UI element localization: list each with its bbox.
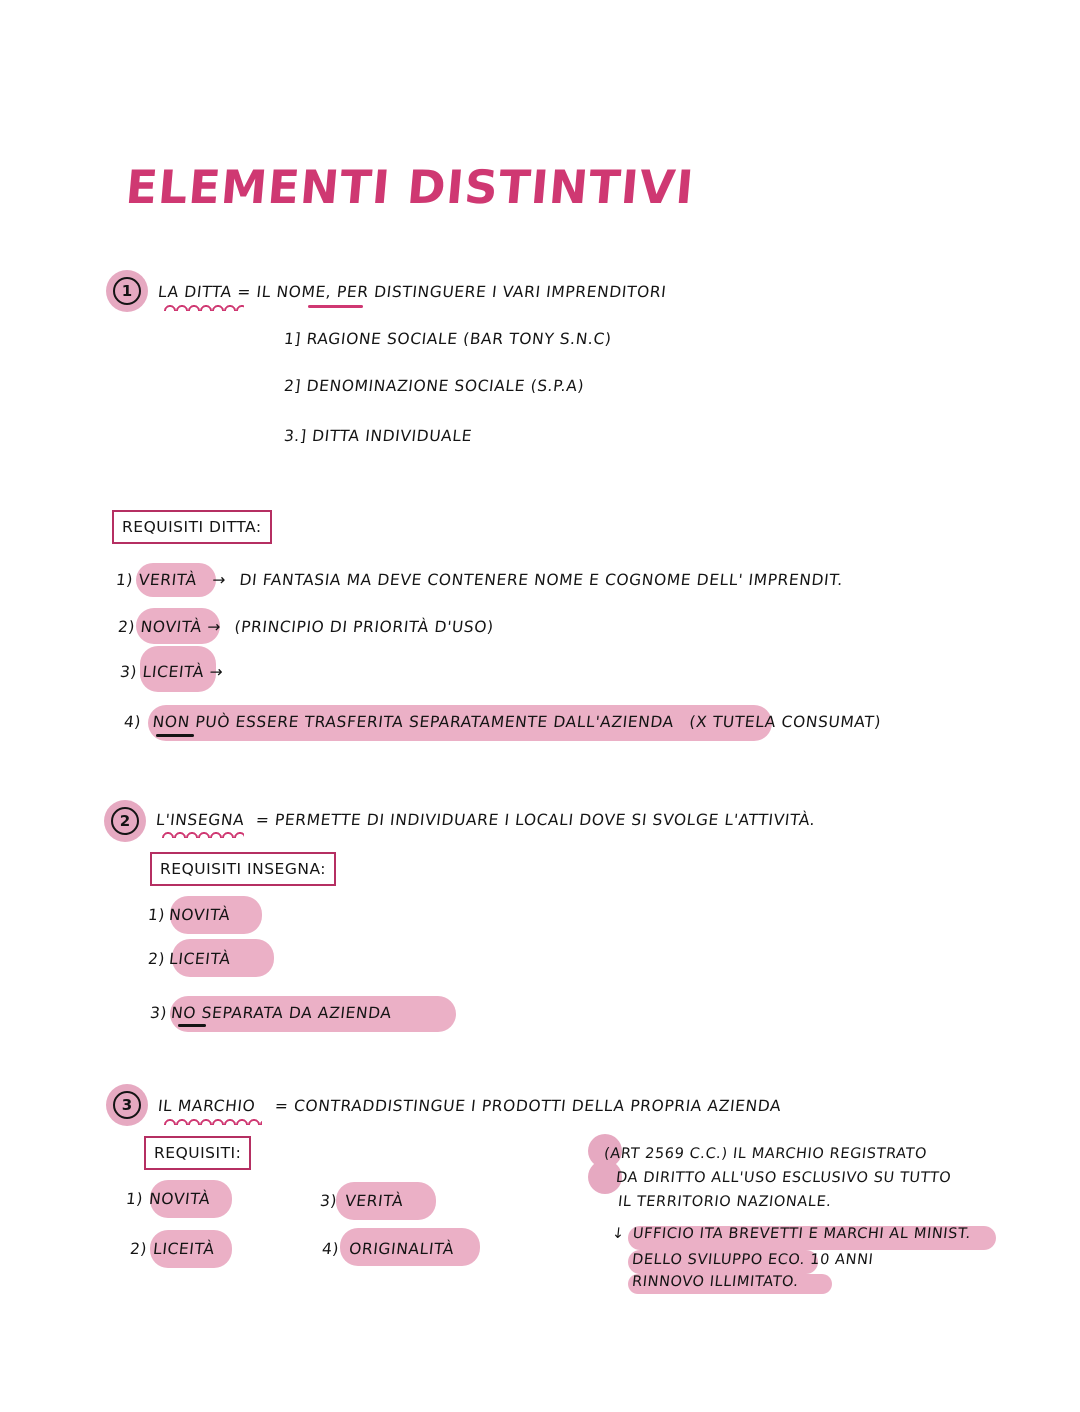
ditta-type-3: 3.] DITTA INDIVIDUALE — [283, 427, 473, 445]
section-2-number: 2 — [104, 800, 146, 842]
req-label: LICEITÀ — [141, 663, 206, 681]
insegna-heading: L'INSEGNA — [155, 811, 246, 829]
marchio-note2-line-3: RINNOVO ILLIMITATO. — [631, 1274, 800, 1290]
marchio-note2-line-2: DELLO SVILUPPO ECO. 10 ANNI — [631, 1252, 875, 1268]
insegna-req-2: 2) LICEITÀ — [147, 950, 232, 968]
ditta-wavy-underline — [164, 305, 244, 311]
ditta-type-2: 2] DENOMINAZIONE SOCIALE (S.P.A) — [283, 377, 586, 395]
nome-underline — [308, 305, 363, 308]
ditta-req-4: 4) NON PUÒ ESSERE TRASFERITA SEPARATAMENTE DALL'AZIENDA (X TUTELA CONSUMAT) — [123, 713, 882, 731]
ditta-def-b: , PER DISTINGUERE I VARI IMPRENDITORI — [324, 283, 668, 301]
page-title: ELEMENTI DISTINTIVI — [123, 160, 697, 214]
section-2-heading-line: L'INSEGNA = PERMETTE DI INDIVIDUARE I LOCALI DOVE SI SVOLGE L'ATTIVITÀ. — [155, 811, 817, 829]
non-underline — [156, 734, 194, 737]
marchio-note-line-3: IL TERRITORIO NAZIONALE. — [617, 1194, 833, 1210]
marchio-note2-line-1: ↓ UFFICIO ITA BREVETTI E MARCHI AL MINIST. — [611, 1226, 972, 1242]
section-1-heading-line — [157, 283, 667, 301]
section-1-number: 1 — [106, 270, 148, 312]
section-3-heading-line: IL MARCHIO = CONTRADDISTINGUE I PRODOTTI DELLA PROPRIA AZIENDA — [157, 1097, 783, 1115]
insegna-req-3: 3) NO SEPARATA DA AZIENDA — [149, 1004, 393, 1022]
marchio-req-4: 4) ORIGINALITÀ — [321, 1240, 456, 1258]
ditta-req-2: 2) NOVITÀ → (PRINCIPIO DI PRIORITÀ D'USO) — [117, 618, 495, 636]
ditta-heading: LA DITTA — [157, 283, 233, 301]
marchio-wavy-underline — [164, 1119, 262, 1125]
nome-word: NOME — [275, 283, 327, 301]
down-arrow-icon: ↓ — [611, 1226, 626, 1242]
ditta-req-1: 1) VERITÀ → DI FANTASIA MA DEVE CONTENERE NOME E COGNOME DELL' IMPRENDIT. — [115, 571, 844, 589]
req-label: VERITÀ — [137, 571, 198, 589]
marchio-note-line-2: DA DIRITTO ALL'USO ESCLUSIVO SU TUTTO — [615, 1170, 953, 1186]
section-3-number: 3 — [106, 1084, 148, 1126]
insegna-req-1: 1) NOVITÀ — [147, 906, 232, 924]
req-4-highlighted: NON PUÒ ESSERE TRASFERITA SEPARATAMENTE DALL'AZIENDA — [151, 713, 675, 731]
ditta-def-a: = IL — [236, 283, 278, 301]
marchio-req-1: 1) NOVITÀ — [125, 1190, 212, 1208]
insegna-requirements-box: REQUISITI INSEGNA: — [150, 852, 336, 886]
no-underline — [178, 1024, 206, 1027]
marchio-requirements-box: REQUISITI: — [144, 1136, 251, 1170]
req-label: NOVITÀ — [139, 618, 203, 636]
insegna-wavy-underline — [162, 832, 244, 838]
marchio-req-3: 3) VERITÀ — [319, 1192, 405, 1210]
marchio-note-line-1: (ART 2569 C.C.) IL MARCHIO REGISTRATO — [603, 1146, 928, 1162]
ditta-requirements-box: REQUISITI DITTA: — [112, 510, 272, 544]
ditta-type-1: 1] RAGIONE SOCIALE (BAR TONY S.N.C) — [283, 330, 613, 348]
marchio-heading: IL MARCHIO — [157, 1097, 257, 1115]
ditta-req-3: 3) LICEITÀ → — [119, 663, 225, 681]
marchio-req-2: 2) LICEITÀ — [129, 1240, 216, 1258]
